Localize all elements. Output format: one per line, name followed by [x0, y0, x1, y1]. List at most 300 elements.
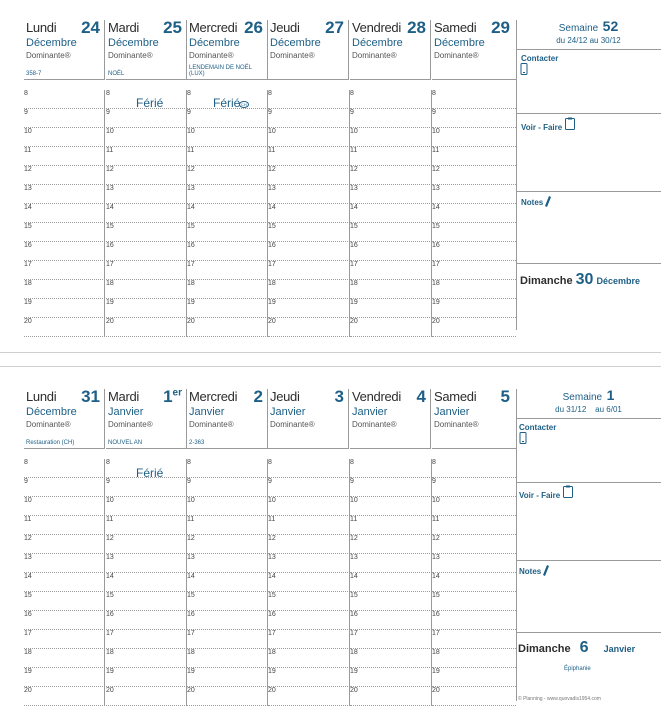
hour-slot[interactable]	[187, 147, 268, 166]
hour-slot[interactable]	[24, 554, 105, 573]
hour-label: 19	[24, 668, 32, 675]
hour-slot[interactable]	[350, 592, 432, 611]
day-number: 26	[244, 18, 263, 37]
hour-slot[interactable]	[350, 109, 432, 128]
hour-label: 14	[187, 204, 195, 211]
hour-slot[interactable]	[432, 516, 516, 535]
hour-label: 10	[350, 128, 358, 135]
hour-label: 12	[432, 166, 440, 173]
dominante-label: Dominante®	[270, 420, 315, 429]
hour-label: 20	[106, 687, 114, 694]
hour-slot[interactable]	[432, 687, 516, 706]
hour-slot[interactable]	[187, 497, 268, 516]
hour-slot[interactable]	[106, 280, 187, 299]
hour-label: 12	[350, 535, 358, 542]
hour-slot[interactable]	[187, 242, 268, 261]
hour-slot[interactable]	[24, 109, 105, 128]
hour-slot[interactable]	[432, 223, 516, 242]
hour-slot[interactable]	[268, 497, 350, 516]
hour-slot[interactable]	[432, 535, 516, 554]
hour-slot[interactable]	[187, 592, 268, 611]
hour-slot[interactable]	[24, 516, 105, 535]
hour-slot[interactable]	[106, 687, 187, 706]
dominante-label: Dominante®	[434, 51, 479, 60]
dominante-label: Dominante®	[108, 51, 153, 60]
hour-label: 8	[187, 90, 191, 97]
day-header-vendredi	[350, 389, 431, 449]
hour-label: 13	[187, 554, 195, 561]
hour-slot[interactable]	[187, 668, 268, 687]
hour-slot[interactable]	[106, 649, 187, 668]
hour-slot[interactable]	[187, 630, 268, 649]
day-number-value: 1	[163, 387, 173, 406]
hour-slot[interactable]	[432, 611, 516, 630]
hour-slot[interactable]	[24, 242, 105, 261]
hour-label: 14	[106, 204, 114, 211]
hour-label: 16	[187, 611, 195, 618]
hour-slot[interactable]	[187, 299, 268, 318]
hour-label: 10	[187, 128, 195, 135]
hour-label: 15	[24, 223, 32, 230]
hour-slot[interactable]	[268, 630, 350, 649]
hour-label: 11	[432, 147, 440, 154]
hour-slot[interactable]	[106, 592, 187, 611]
hour-slot[interactable]	[350, 649, 432, 668]
hour-slot[interactable]	[187, 280, 268, 299]
week-1-page	[0, 366, 661, 721]
hour-slot[interactable]	[24, 299, 105, 318]
hour-slot[interactable]	[432, 554, 516, 573]
hour-slot[interactable]	[187, 318, 268, 337]
hour-label: 19	[432, 299, 440, 306]
hour-slot[interactable]	[432, 128, 516, 147]
hour-label: 17	[187, 630, 195, 637]
hour-slot[interactable]	[24, 261, 105, 280]
voir-faire-title: Voir - Faire	[519, 491, 561, 500]
hour-slot[interactable]	[24, 668, 105, 687]
day-number: 24	[81, 18, 100, 37]
hour-slot[interactable]	[350, 223, 432, 242]
hour-label: 9	[187, 109, 191, 116]
hour-slot[interactable]	[432, 242, 516, 261]
week-52-page	[0, 0, 661, 353]
hour-label: 14	[432, 204, 440, 211]
hour-slot[interactable]	[24, 166, 105, 185]
day-name: Mercredi	[189, 389, 238, 404]
hour-label: 14	[24, 573, 32, 580]
hour-slot[interactable]	[350, 242, 432, 261]
day-number: 31	[81, 387, 100, 406]
semaine-box	[516, 20, 661, 50]
hour-slot[interactable]	[350, 478, 432, 497]
hour-label: 20	[24, 318, 32, 325]
hour-slot[interactable]	[432, 459, 516, 478]
hour-label: 18	[106, 280, 114, 287]
hour-label: 10	[24, 128, 32, 135]
hour-slot[interactable]	[432, 668, 516, 687]
hour-slot[interactable]	[106, 147, 187, 166]
day-name: Samedi	[434, 389, 477, 404]
ferie-label: Férié	[136, 96, 164, 110]
hour-slot[interactable]	[187, 166, 268, 185]
hour-label: 11	[187, 516, 195, 523]
hour-label: 9	[350, 478, 354, 485]
hour-slot[interactable]	[350, 128, 432, 147]
ferie-label: Férié	[213, 96, 241, 110]
hour-slot[interactable]	[268, 242, 350, 261]
day-month: Janvier	[108, 406, 144, 418]
day-month: Décembre	[26, 406, 77, 418]
notes-title: Notes	[519, 567, 542, 576]
hour-slot[interactable]	[187, 649, 268, 668]
hour-slot[interactable]	[268, 223, 350, 242]
hour-label: 20	[187, 318, 195, 325]
dimanche-month: Janvier	[603, 644, 636, 654]
hour-label: 11	[24, 147, 32, 154]
hour-slot[interactable]	[432, 299, 516, 318]
dominante-label: Dominante®	[26, 51, 71, 60]
hour-slot[interactable]	[432, 497, 516, 516]
hour-label: 16	[24, 611, 32, 618]
hour-slot[interactable]	[106, 318, 187, 337]
hour-label: 12	[268, 535, 276, 542]
hour-label: 18	[350, 280, 358, 287]
hour-slot[interactable]	[106, 516, 187, 535]
day-header-mardi	[106, 389, 187, 449]
hour-label: 16	[268, 611, 276, 618]
hour-slot[interactable]	[106, 630, 187, 649]
hour-slot[interactable]	[106, 535, 187, 554]
day-month: Janvier	[352, 406, 388, 418]
hour-slot[interactable]	[187, 459, 268, 478]
hour-slot[interactable]	[350, 318, 432, 337]
hour-slot[interactable]	[106, 204, 187, 223]
hour-slot[interactable]	[187, 204, 268, 223]
hour-label: 16	[350, 242, 358, 249]
hour-slot[interactable]	[268, 90, 350, 109]
hour-slot[interactable]	[24, 318, 105, 337]
dominante-label: Dominante®	[270, 51, 315, 60]
hour-slot[interactable]	[268, 573, 350, 592]
hour-slot[interactable]	[350, 166, 432, 185]
hour-slot[interactable]	[187, 611, 268, 630]
hour-slot[interactable]	[187, 687, 268, 706]
hour-label: 15	[106, 223, 114, 230]
hour-label: 17	[268, 261, 276, 268]
hour-label: 17	[350, 261, 358, 268]
hour-label: 11	[24, 516, 32, 523]
hour-label: 14	[106, 573, 114, 580]
dominante-label: Dominante®	[26, 420, 71, 429]
hour-slot[interactable]	[432, 109, 516, 128]
hour-slot[interactable]	[268, 204, 350, 223]
hour-slot[interactable]	[24, 223, 105, 242]
hour-slot[interactable]	[432, 185, 516, 204]
hour-label: 8	[268, 90, 272, 97]
hour-slot[interactable]	[106, 573, 187, 592]
day-month: Janvier	[189, 406, 225, 418]
hour-label: 19	[268, 668, 276, 675]
hour-label: 8	[350, 459, 354, 466]
hour-label: 14	[350, 204, 358, 211]
hour-label: 18	[24, 649, 32, 656]
hour-label: 15	[24, 592, 32, 599]
hour-label: 15	[350, 592, 358, 599]
hour-label: 20	[350, 687, 358, 694]
hour-slot[interactable]	[24, 147, 105, 166]
day-name: Jeudi	[270, 20, 300, 35]
hour-slot[interactable]	[268, 128, 350, 147]
hour-slot[interactable]	[268, 478, 350, 497]
hour-label: 9	[350, 109, 354, 116]
hour-label: 9	[268, 109, 272, 116]
day-header-samedi	[432, 389, 516, 449]
hour-label: 18	[187, 649, 195, 656]
hour-slot[interactable]	[350, 535, 432, 554]
hour-label: 12	[432, 535, 440, 542]
hour-slot[interactable]	[24, 497, 105, 516]
hour-slot[interactable]	[187, 185, 268, 204]
notes-title: Notes	[521, 198, 544, 207]
hour-slot[interactable]	[106, 554, 187, 573]
hour-slot[interactable]	[268, 299, 350, 318]
hour-slot[interactable]	[350, 687, 432, 706]
day-month: Décembre	[352, 37, 403, 49]
dimanche-month: Décembre	[596, 276, 641, 286]
hour-slot[interactable]	[350, 573, 432, 592]
hour-label: 19	[350, 668, 358, 675]
hour-label: 8	[268, 459, 272, 466]
hour-slot[interactable]	[350, 516, 432, 535]
day-month: Décembre	[26, 37, 77, 49]
hour-label: 14	[268, 204, 276, 211]
hour-slot[interactable]	[106, 185, 187, 204]
hour-slot[interactable]	[106, 668, 187, 687]
hour-slot[interactable]	[268, 109, 350, 128]
hour-slot[interactable]	[268, 668, 350, 687]
hour-slot[interactable]	[432, 630, 516, 649]
hour-slot[interactable]	[187, 109, 268, 128]
hour-slot[interactable]	[187, 573, 268, 592]
hour-label: 12	[106, 535, 114, 542]
hour-label: 17	[106, 630, 114, 637]
footer-copyright: © Planning - www.quovadis1954.com	[518, 696, 601, 702]
hour-slot[interactable]	[350, 204, 432, 223]
hour-slot[interactable]	[432, 478, 516, 497]
hour-slot[interactable]	[432, 280, 516, 299]
hour-slot[interactable]	[106, 128, 187, 147]
hour-label: 16	[187, 242, 195, 249]
day-note: NOUVEL AN	[108, 440, 143, 446]
hour-slot[interactable]	[350, 630, 432, 649]
dimanche-number: 6	[579, 639, 589, 656]
hour-slot[interactable]	[350, 459, 432, 478]
hour-slot[interactable]	[106, 611, 187, 630]
hour-label: 13	[268, 185, 276, 192]
semaine-from: du 31/12	[555, 405, 587, 414]
phone-icon	[519, 432, 527, 444]
hour-label: 17	[432, 630, 440, 637]
day-name: Mercredi	[189, 20, 238, 35]
hour-slot[interactable]	[432, 649, 516, 668]
hour-slot[interactable]	[24, 204, 105, 223]
hour-slot[interactable]	[350, 261, 432, 280]
hour-label: 17	[268, 630, 276, 637]
hour-slot[interactable]	[268, 535, 350, 554]
day-month: Décembre	[434, 37, 485, 49]
hour-slot[interactable]	[350, 554, 432, 573]
day-month: Janvier	[270, 406, 306, 418]
hour-slot[interactable]	[432, 318, 516, 337]
hour-slot[interactable]	[268, 185, 350, 204]
hour-label: 13	[432, 185, 440, 192]
hour-slot[interactable]	[24, 478, 105, 497]
hour-slot[interactable]	[432, 166, 516, 185]
hour-label: 18	[106, 649, 114, 656]
hour-slot[interactable]	[432, 147, 516, 166]
hour-label: 13	[24, 554, 32, 561]
hour-label: 20	[187, 687, 195, 694]
hour-slot[interactable]	[268, 554, 350, 573]
dimanche-note: Épiphanie	[564, 666, 591, 672]
hour-slot[interactable]	[350, 185, 432, 204]
hour-slot[interactable]	[24, 687, 105, 706]
hour-label: 15	[268, 592, 276, 599]
hour-label: 9	[187, 478, 191, 485]
hour-label: 12	[350, 166, 358, 173]
hour-label: 16	[268, 242, 276, 249]
hour-slot[interactable]	[24, 459, 105, 478]
dimanche-block	[518, 639, 635, 657]
hour-slot[interactable]	[187, 261, 268, 280]
hour-slot[interactable]	[268, 516, 350, 535]
semaine-box	[516, 389, 661, 419]
hour-label: 14	[268, 573, 276, 580]
dimanche-number: 30	[575, 271, 594, 288]
hour-slot[interactable]	[350, 497, 432, 516]
hour-slot[interactable]	[268, 261, 350, 280]
hour-slot[interactable]	[350, 90, 432, 109]
hour-slot[interactable]	[432, 204, 516, 223]
hour-slot[interactable]	[106, 497, 187, 516]
hour-slot[interactable]	[432, 261, 516, 280]
hour-slot[interactable]	[268, 687, 350, 706]
semaine-label: Semaine	[562, 392, 603, 403]
day-name: Jeudi	[270, 389, 300, 404]
hour-slot[interactable]	[24, 185, 105, 204]
hour-slot[interactable]	[187, 223, 268, 242]
hour-label: 11	[268, 147, 276, 154]
day-name: Mardi	[108, 389, 140, 404]
dimanche-label: Dimanche	[518, 643, 571, 655]
semaine-number: 1	[606, 387, 615, 403]
hour-label: 12	[268, 166, 276, 173]
dominante-label: Dominante®	[352, 420, 397, 429]
hour-label: 12	[187, 166, 195, 173]
hour-slot[interactable]	[350, 611, 432, 630]
hour-slot[interactable]	[187, 535, 268, 554]
hour-slot[interactable]	[24, 535, 105, 554]
hour-slot[interactable]	[24, 90, 105, 109]
semaine-label: Semaine	[558, 23, 599, 34]
hour-slot[interactable]	[106, 109, 187, 128]
hour-slot[interactable]	[24, 630, 105, 649]
hour-slot[interactable]	[24, 128, 105, 147]
hour-slot[interactable]	[24, 573, 105, 592]
hour-label: 18	[24, 280, 32, 287]
hour-slot[interactable]	[24, 649, 105, 668]
hour-label: 14	[350, 573, 358, 580]
hour-slot[interactable]	[268, 592, 350, 611]
hour-slot[interactable]	[268, 649, 350, 668]
day-name: Samedi	[434, 20, 477, 35]
hour-label: 11	[350, 147, 358, 154]
hour-slot[interactable]	[350, 280, 432, 299]
hour-slot[interactable]	[432, 90, 516, 109]
hour-slot[interactable]	[187, 554, 268, 573]
hour-label: 19	[106, 668, 114, 675]
hour-label: 10	[432, 497, 440, 504]
hour-label: 10	[24, 497, 32, 504]
hour-label: 16	[106, 611, 114, 618]
hour-slot[interactable]	[106, 242, 187, 261]
hour-label: 18	[432, 280, 440, 287]
hour-slot[interactable]	[106, 478, 187, 497]
hour-slot[interactable]	[187, 478, 268, 497]
hour-label: 13	[432, 554, 440, 561]
hour-label: 10	[106, 128, 114, 135]
hour-slot[interactable]	[187, 516, 268, 535]
hour-label: 11	[106, 147, 114, 154]
hour-label: 17	[24, 261, 32, 268]
hour-label: 13	[187, 185, 195, 192]
hour-slot[interactable]	[432, 592, 516, 611]
hour-slot[interactable]	[268, 318, 350, 337]
hour-label: 10	[350, 497, 358, 504]
hour-label: 13	[350, 554, 358, 561]
hour-slot[interactable]	[268, 459, 350, 478]
hour-slot[interactable]	[187, 128, 268, 147]
hour-slot[interactable]	[268, 147, 350, 166]
hour-label: 13	[268, 554, 276, 561]
hour-slot[interactable]	[106, 261, 187, 280]
hour-label: 12	[24, 166, 32, 173]
hour-slot[interactable]	[24, 611, 105, 630]
hour-slot[interactable]	[350, 299, 432, 318]
hour-slot[interactable]	[106, 166, 187, 185]
hour-slot[interactable]	[432, 573, 516, 592]
hour-slot[interactable]	[350, 147, 432, 166]
hour-slot[interactable]	[268, 280, 350, 299]
hour-slot[interactable]	[106, 299, 187, 318]
day-month: Décembre	[270, 37, 321, 49]
hour-slot[interactable]	[106, 223, 187, 242]
hour-slot[interactable]	[24, 280, 105, 299]
hour-label: 8	[432, 459, 436, 466]
dominante-label: Dominante®	[434, 420, 479, 429]
hour-slot[interactable]	[268, 166, 350, 185]
hour-label: 19	[24, 299, 32, 306]
hour-label: 14	[24, 204, 32, 211]
hour-slot[interactable]	[268, 611, 350, 630]
hour-label: 17	[432, 261, 440, 268]
day-number: 25	[163, 18, 182, 37]
hour-slot[interactable]	[24, 592, 105, 611]
hour-label: 10	[106, 497, 114, 504]
hour-label: 18	[187, 280, 195, 287]
hour-label: 19	[106, 299, 114, 306]
hour-slot[interactable]	[350, 668, 432, 687]
